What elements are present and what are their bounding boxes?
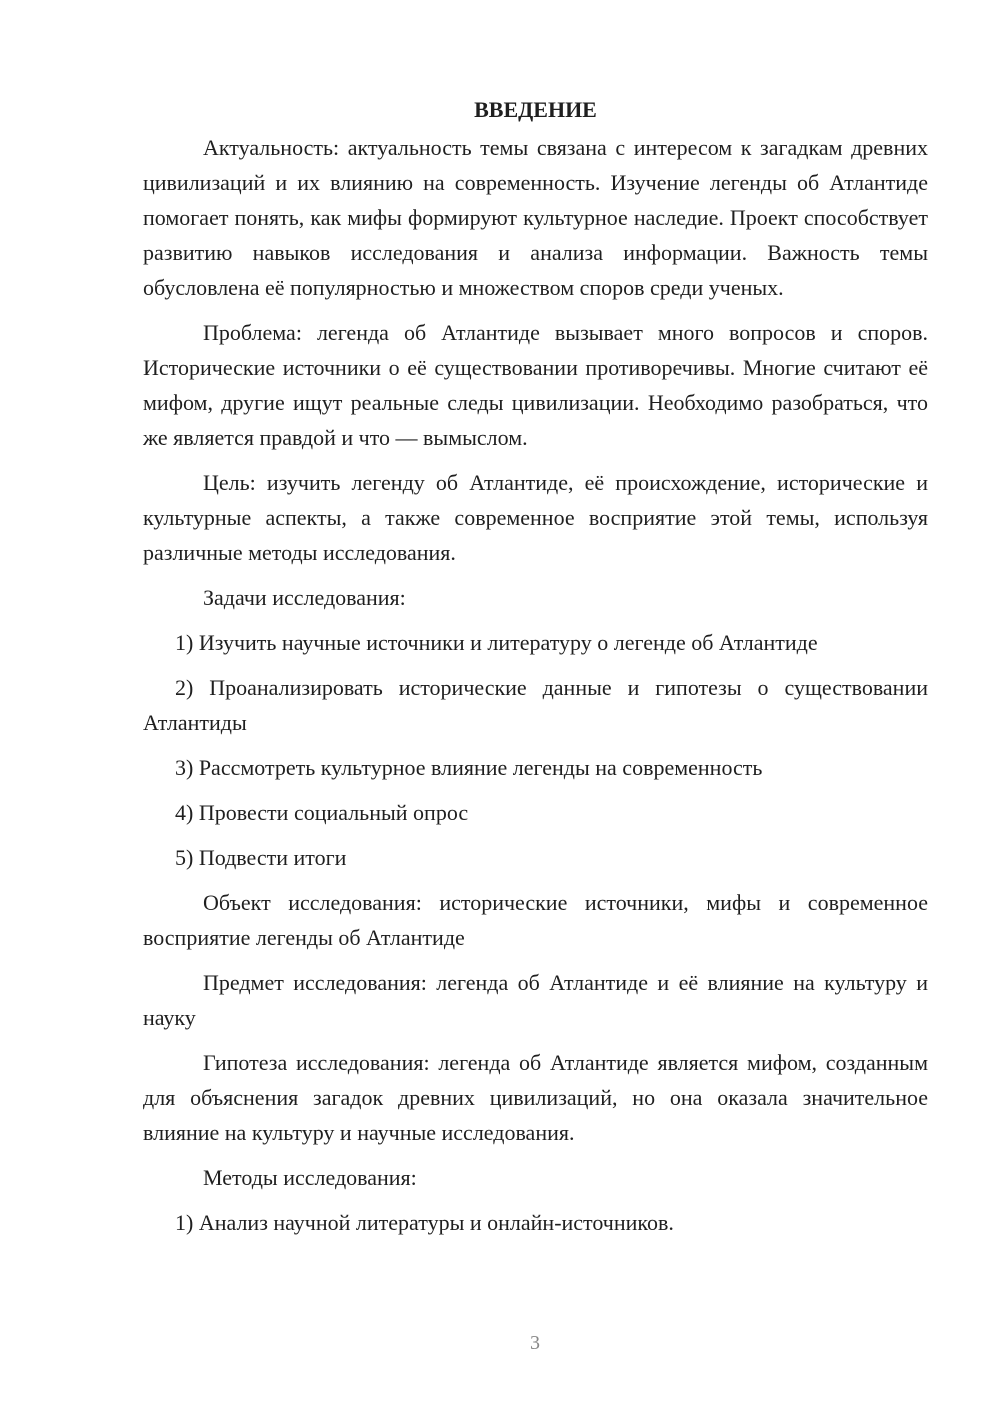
task-item-3: 3) Рассмотреть культурное влияние легенды на современность (175, 755, 763, 780)
methods-heading: Методы исследования: (203, 1165, 417, 1190)
document-page (143, 90, 928, 1250)
tasks-heading: Задачи исследования: (203, 585, 406, 610)
object-paragraph: Объект исследования: исторические источники, мифы и современное восприятие легенды об Атлантиде (143, 890, 928, 950)
method-item-1: 1) Анализ научной литературы и онлайн-источников. (175, 1210, 674, 1235)
task-item-2: 2) Проанализировать исторические данные и гипотезы о существовании Атлантиды (143, 675, 928, 735)
section-title: ВВЕДЕНИЕ (474, 97, 597, 122)
page-number: 3 (530, 1332, 540, 1354)
subject-paragraph: Предмет исследования: легенда об Атлантиде и её влияние на культуру и науку (143, 970, 928, 1030)
goal-paragraph: Цель: изучить легенду об Атлантиде, её происхождение, исторические и культурные аспекты, а также современное восприятие этой темы, используя различные методы исследования. (143, 470, 928, 565)
task-item-1: 1) Изучить научные источники и литературу о легенде об Атлантиде (175, 630, 818, 655)
task-item-5: 5) Подвести итоги (175, 845, 347, 870)
problem-paragraph: Проблема: легенда об Атлантиде вызывает много вопросов и споров. Исторические источники о её существовании противоречивы. Многие считают её мифом, другие ищут реальные следы цивилизации. Необходимо разобраться, что же является правдой и что — вымыслом. (143, 320, 928, 450)
hypothesis-paragraph: Гипотеза исследования: легенда об Атлантиде является мифом, созданным для объяснения загадок древних цивилизаций, но она оказала значительное влияние на культуру и научные исследования. (143, 1050, 928, 1145)
task-item-4: 4) Провести социальный опрос (175, 800, 469, 825)
relevance-paragraph: Актуальность: актуальность темы связана с интересом к загадкам древних цивилизаций и их влиянию на современность. Изучение легенды об Атлантиде помогает понять, как мифы формируют культурное наследие. Проект способствует развитию навыков исследования и анализа информации. Важность темы обусловлена её популярностью и множеством споров среди ученых. (143, 135, 928, 300)
